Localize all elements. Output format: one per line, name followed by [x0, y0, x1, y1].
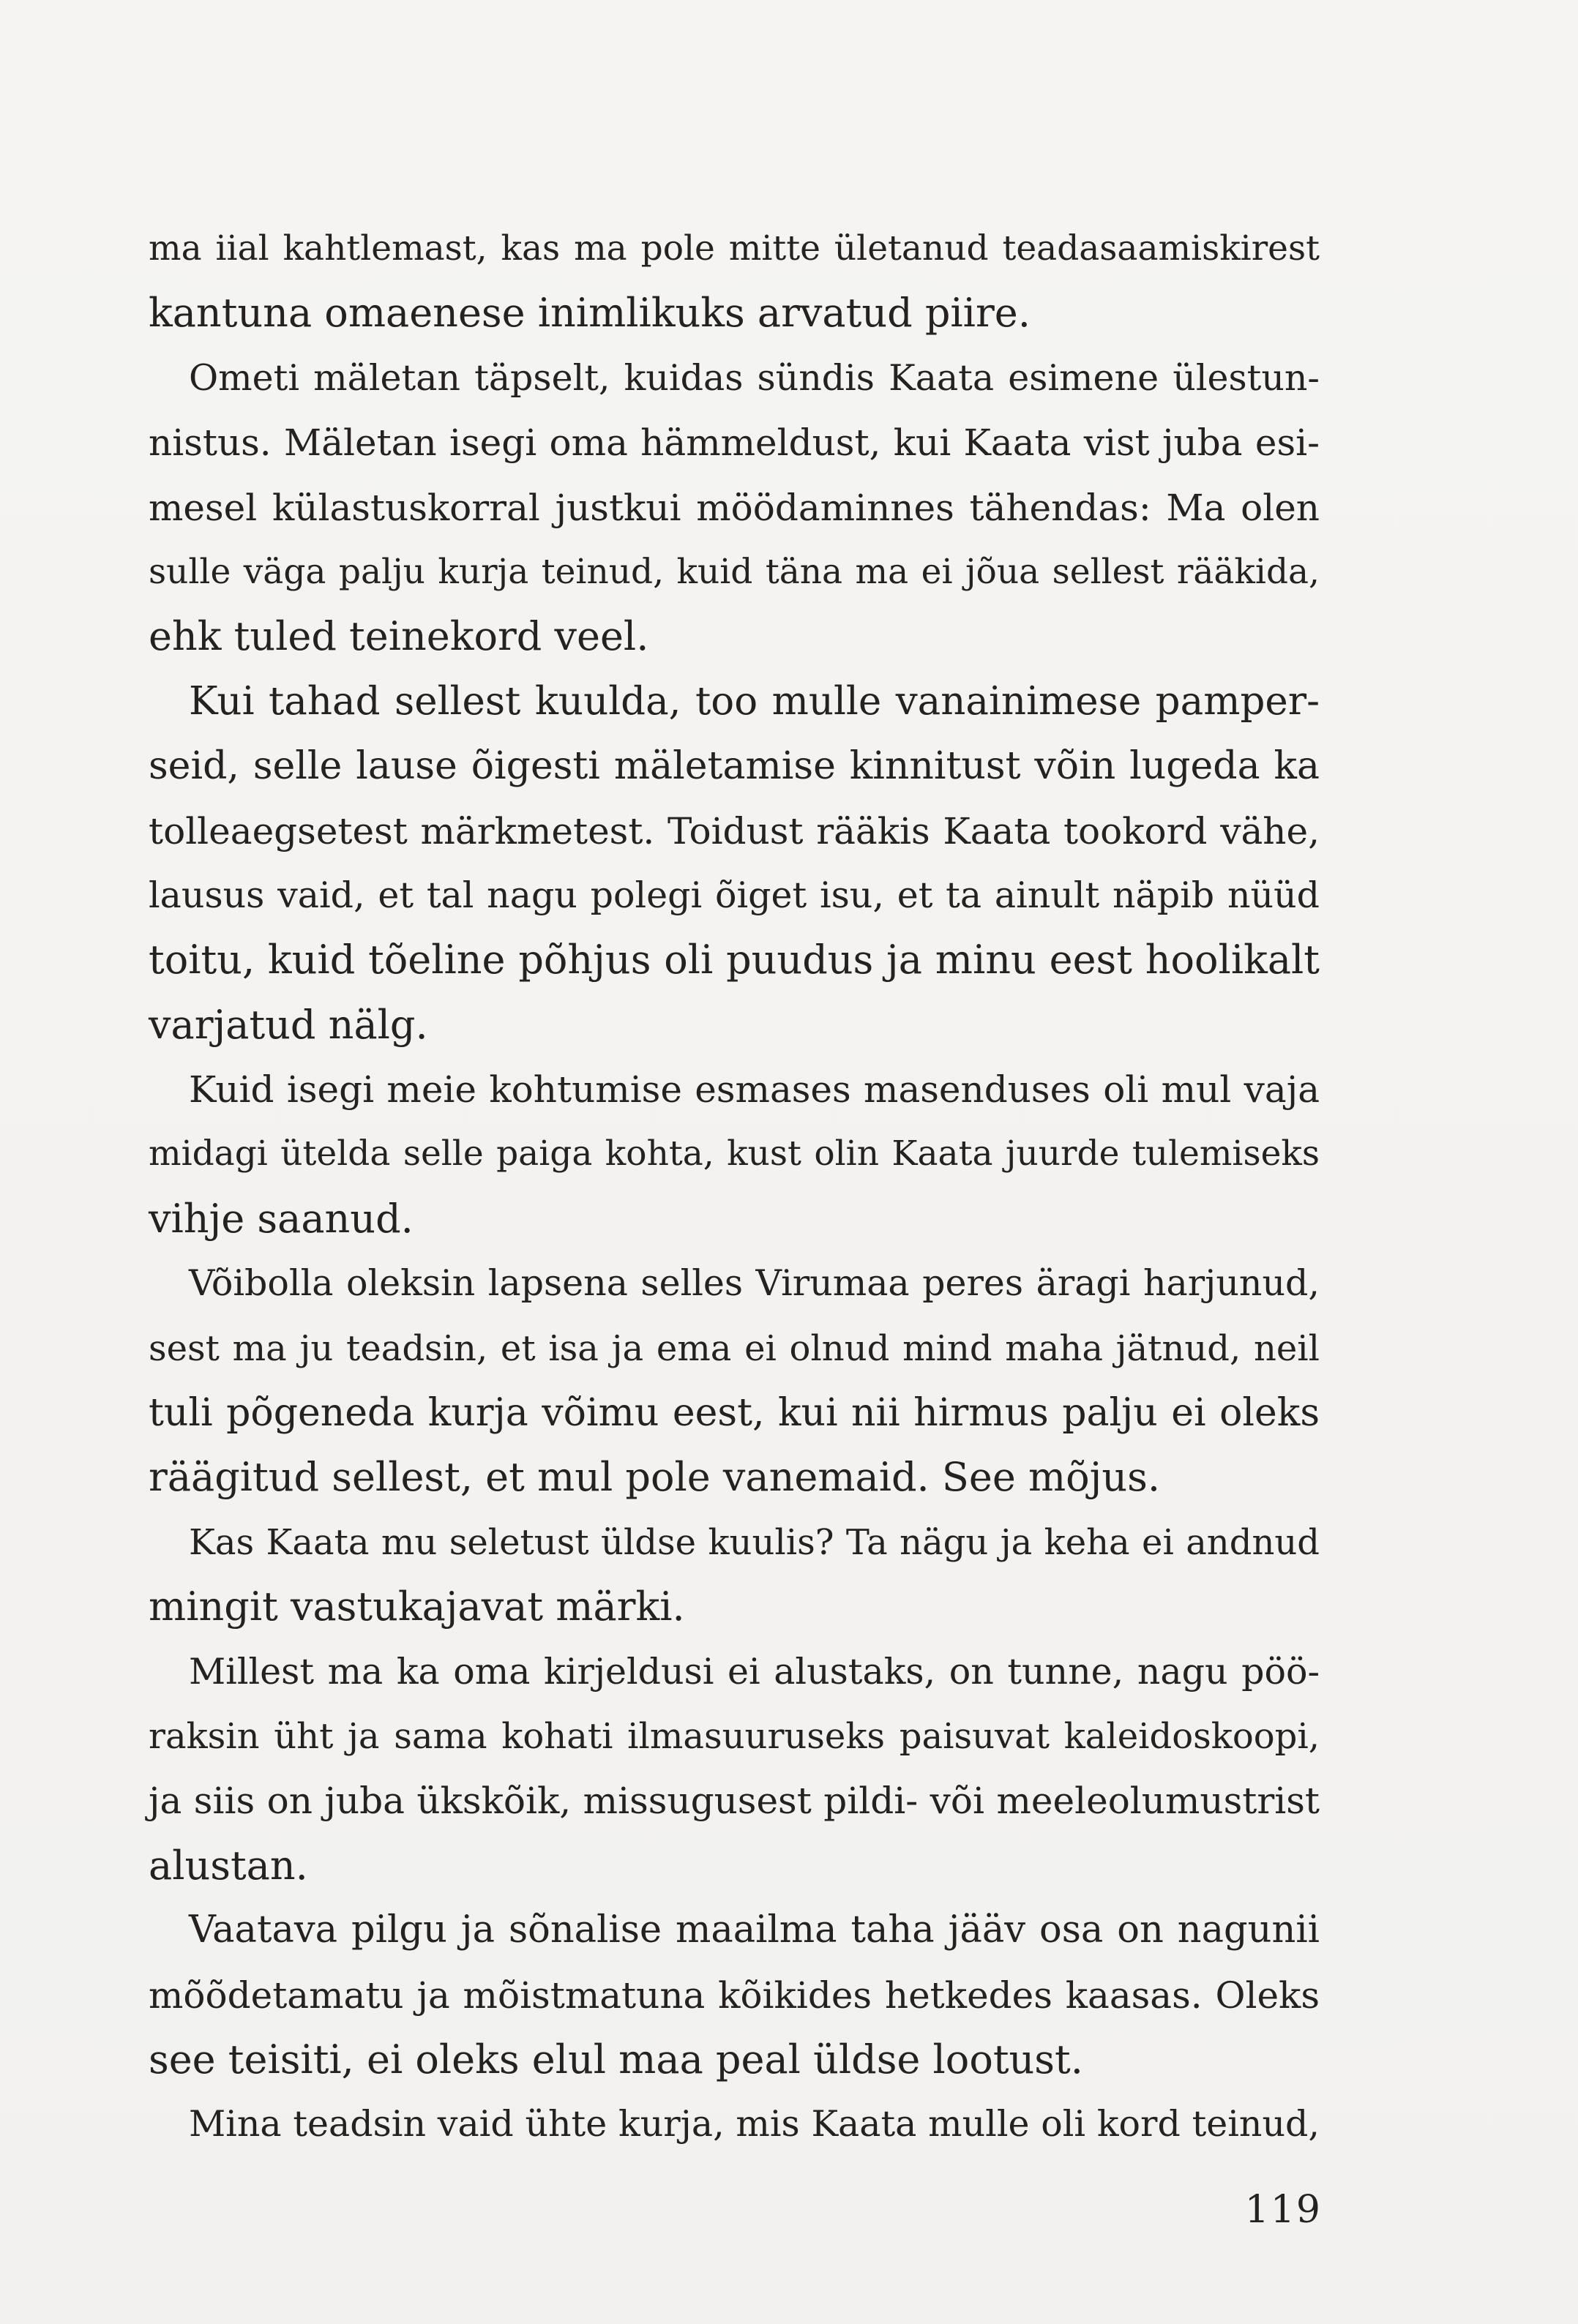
paragraph-first-line: Võibolla oleksin lapsena selles Virumaa peres äragi harjunud,: [189, 1262, 1320, 1305]
text-line: ja siis on juba ükskõik, missugusest pildi- või meeleolumustrist: [149, 1780, 1320, 1823]
text-line: mõõdetamatu ja mõistmatuna kõikides hetkedes kaasas. Oleks: [149, 1973, 1320, 2017]
text-line: kantuna omaenese inimlikuks arvatud piire.: [149, 290, 1031, 337]
text-line: mingit vastukajavat märki.: [149, 1583, 685, 1630]
text-line: midagi ütelda selle paiga kohta, kust olin Kaata juurde tulemiseks: [149, 1133, 1320, 1174]
text-line: tolleaegsetest märkmetest. Toidust rääkis Kaata tookord vähe,: [149, 809, 1320, 852]
text-line: ma iial kahtlemast, kas ma pole mitte ületanud teadasaamiskirest: [149, 228, 1320, 269]
text-line: räägitud sellest, et mul pole vanemaid. See mõjus.: [149, 1454, 1161, 1501]
paragraph-first-line: Kuid isegi meie kohtumise esmases masenduses oli mul vaja: [189, 1068, 1320, 1112]
body-text: [149, 217, 1320, 2157]
paragraph-first-line: Kas Kaata mu seletust üldse kuulis? Ta nägu ja keha ei andnud: [189, 1521, 1320, 1563]
text-line: sulle väga palju kurja teinud, kuid täna ma ei jõua sellest rääkida,: [149, 551, 1320, 592]
text-line: see teisiti, ei oleks elul maa peal üldse lootust.: [149, 2036, 1083, 2083]
text-line: vihje saanud.: [149, 1195, 414, 1242]
text-line: sest ma ju teadsin, et isa ja ema ei olnud mind maha jätnud, neil: [149, 1327, 1320, 1369]
paragraph-first-line: Ometi mäletan täpselt, kuidas sündis Kaata esimene ülestun-: [189, 356, 1320, 399]
text-line: nistus. Mäletan isegi oma hämmeldust, kui Kaata vist juba esi-: [149, 421, 1320, 465]
paragraph-first-line: Mina teadsin vaid ühte kurja, mis Kaata mulle oli kord teinud,: [189, 2103, 1320, 2145]
page-number: 119: [1244, 2188, 1322, 2232]
text-line: mesel külastuskorral justkui möödaminnes tähendas: Ma olen: [149, 486, 1320, 529]
paragraph-first-line: Millest ma ka oma kirjeldusi ei alustaks, on tunne, nagu pöö-: [189, 1650, 1320, 1693]
paragraph-first-line: Kui tahad sellest kuulda, too mulle vanainimese pamper-: [189, 678, 1320, 724]
text-line: varjatud nälg.: [149, 1001, 428, 1048]
text-line: alustan.: [149, 1842, 308, 1889]
text-line: ehk tuled teinekord veel.: [149, 613, 649, 660]
text-line: tuli põgeneda kurja võimu eest, kui nii hirmus palju ei oleks: [149, 1391, 1320, 1436]
text-line: lausus vaid, et tal nagu polegi õiget isu, et ta ainult näpib nüüd: [149, 874, 1320, 916]
text-line: raksin üht ja sama kohati ilmasuuruseks paisuvat kaleidoskoopi,: [149, 1715, 1320, 1757]
text-line: seid, selle lause õigesti mäletamise kinnitust võin lugeda ka: [149, 744, 1320, 789]
text-line: toitu, kuid tõeline põhjus oli puudus ja minu eest hoolikalt: [149, 937, 1320, 983]
paragraph-first-line: Vaatava pilgu ja sõnalise maailma taha jääv osa on nagunii: [189, 1908, 1320, 1952]
